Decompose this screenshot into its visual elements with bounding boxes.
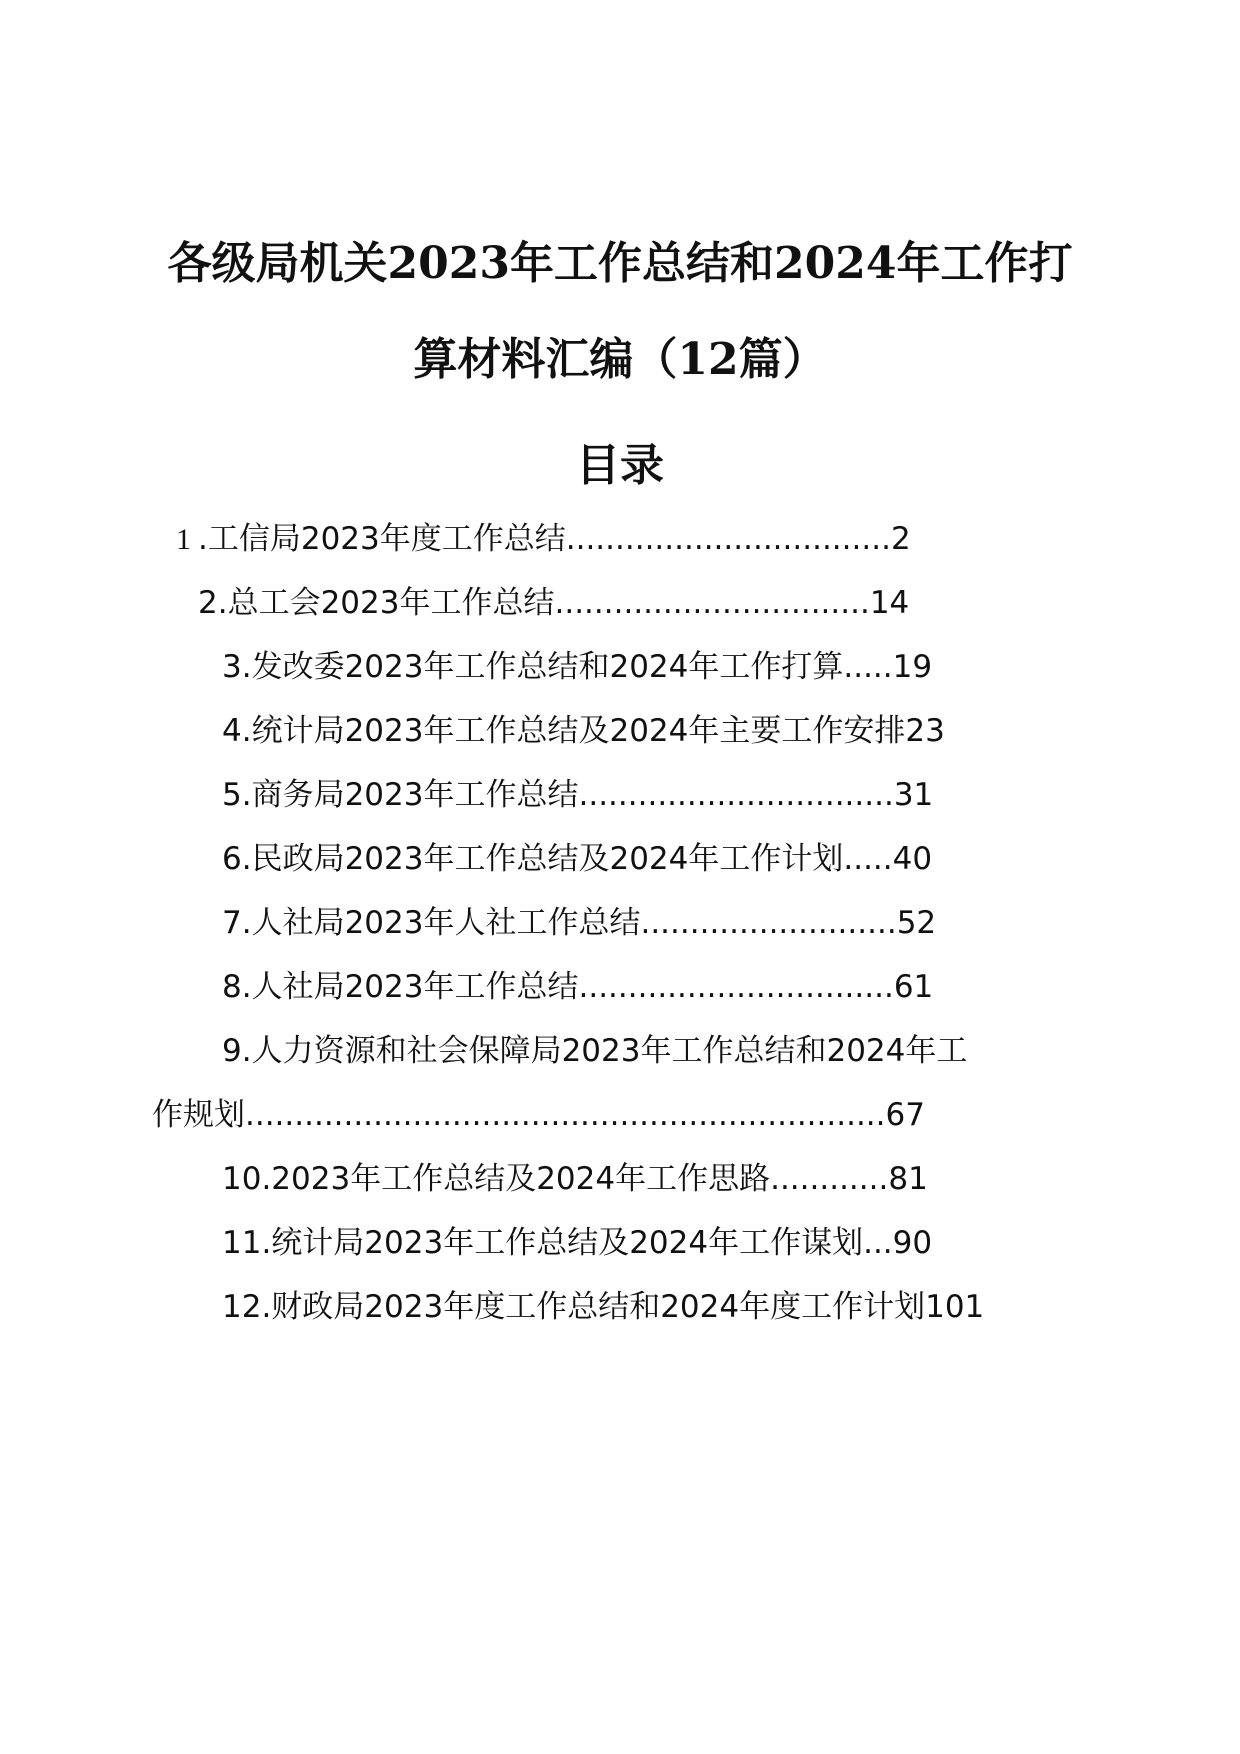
toc-entry-leader: ................................................................. bbox=[245, 1097, 886, 1133]
toc-entry-6[interactable] bbox=[222, 834, 932, 884]
toc-entry-title: 9.人力资源和社会保障局2023年工作总结和2024年工 bbox=[222, 1033, 968, 1069]
toc-entry-page: 81 bbox=[888, 1161, 928, 1197]
toc-entry-3[interactable] bbox=[222, 642, 932, 692]
toc-entry-leader: ..... bbox=[843, 841, 893, 877]
toc-entry-page: 61 bbox=[893, 969, 934, 1005]
toc-entry-leader: ............ bbox=[770, 1161, 889, 1197]
toc-entry-title: 3.发改委2023年工作总结和2024年工作打算 bbox=[222, 649, 844, 685]
toc-entry-page: 90 bbox=[892, 1225, 933, 1261]
toc-entry-2[interactable] bbox=[198, 578, 909, 628]
toc-entry-title: 2.总工会2023年工作总结 bbox=[198, 585, 555, 621]
toc-entry-title: 8.人社局2023年工作总结 bbox=[222, 969, 579, 1005]
toc-entry-page: 40 bbox=[892, 841, 933, 877]
toc-entry-page: 14 bbox=[869, 585, 910, 621]
toc-entry-page: 19 bbox=[892, 649, 933, 685]
toc-entry-title: 5.商务局2023年工作总结 bbox=[222, 777, 579, 813]
toc-entry-leader: .......................... bbox=[640, 905, 897, 941]
toc-entry-title: 4.统计局2023年工作总结及2024年主要工作安排 bbox=[222, 713, 906, 749]
toc-entry-title: 6.民政局2023年工作总结及2024年工作计划 bbox=[222, 841, 844, 877]
toc-entry-title: .工信局2023年度工作总结 bbox=[198, 521, 566, 557]
title-line-1: 各级局机关2023年工作总结和2024年工作打 bbox=[167, 238, 1073, 289]
toc-entry-leader: ................................ bbox=[578, 969, 894, 1005]
toc-entry-9-line-2[interactable] bbox=[152, 1090, 925, 1140]
toc-entry-leader: ................................. bbox=[565, 521, 891, 557]
toc-entry-leader: ... bbox=[863, 1225, 893, 1261]
toc-entry-7[interactable] bbox=[222, 898, 936, 948]
toc-entry-title-continued: 作规划 bbox=[152, 1097, 245, 1133]
toc-entry-11[interactable] bbox=[222, 1218, 932, 1268]
toc-entry-10[interactable] bbox=[222, 1154, 928, 1204]
toc-entry-page: 2 bbox=[890, 521, 911, 557]
toc-entry-4[interactable] bbox=[222, 706, 945, 756]
toc-entry-leader: ................................ bbox=[554, 585, 870, 621]
toc-entry-title: 12.财政局2023年度工作总结和2024年度工作计划 bbox=[222, 1289, 926, 1325]
toc-entry-page: 67 bbox=[885, 1097, 925, 1133]
toc-entry-title: 7.人社局2023年人社工作总结 bbox=[222, 905, 641, 941]
toc-entry-page: 23 bbox=[905, 713, 945, 749]
toc-entry-page: 31 bbox=[893, 777, 934, 813]
toc-entry-leader: ..... bbox=[843, 649, 893, 685]
toc-entry-1[interactable] bbox=[198, 514, 911, 564]
toc-entry-9-line-1[interactable] bbox=[222, 1026, 967, 1076]
toc-heading: 目录 bbox=[576, 440, 664, 491]
toc-entry-page: 101 bbox=[925, 1289, 985, 1325]
toc-entry-5[interactable] bbox=[222, 770, 933, 820]
title-line-2: 算材料汇编（12篇） bbox=[413, 334, 827, 385]
toc-entry-leader: ................................ bbox=[578, 777, 894, 813]
page-number-marker: 1 bbox=[176, 523, 191, 556]
toc-entry-title: 11.统计局2023年工作总结及2024年工作谋划 bbox=[222, 1225, 864, 1261]
toc-entry-12[interactable] bbox=[222, 1282, 984, 1332]
toc-entry-title: 10.2023年工作总结及2024年工作思路 bbox=[222, 1161, 771, 1197]
toc-entry-8[interactable] bbox=[222, 962, 933, 1012]
toc-entry-page: 52 bbox=[896, 905, 937, 941]
